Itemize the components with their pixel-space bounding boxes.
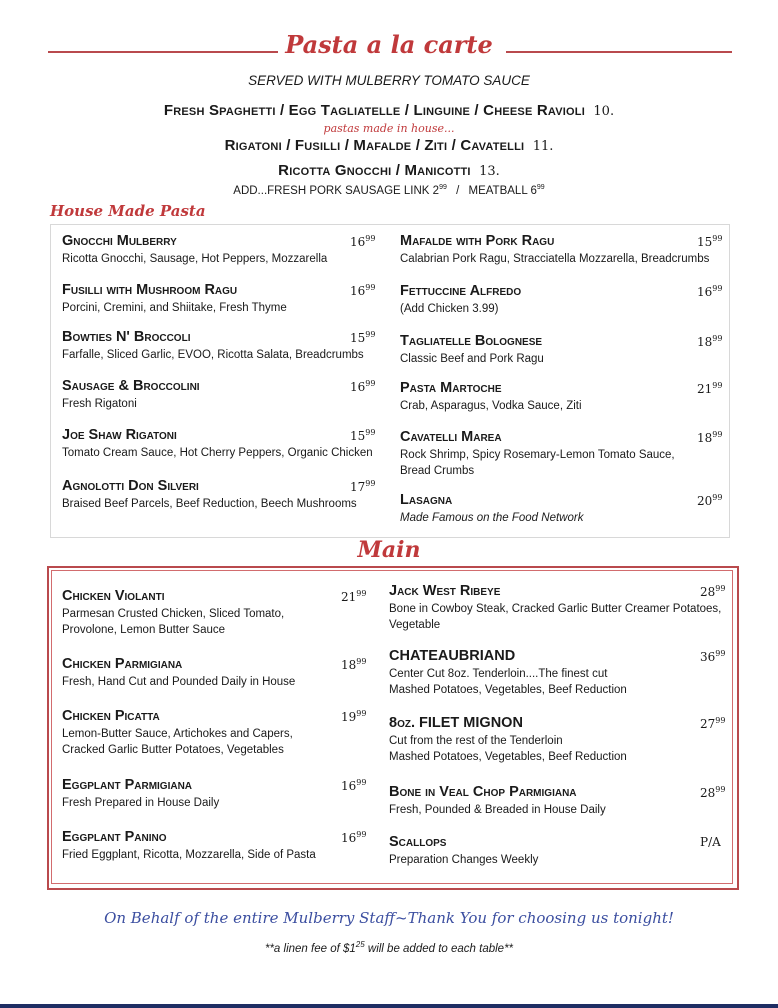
menu-item — [62, 329, 376, 363]
menu-item-description: Porcini, Cremini, and Shiitake, Fresh Thyme — [62, 302, 287, 314]
add-sausage-text: ADD...FRESH PORK SAUSAGE LINK — [233, 184, 430, 197]
menu-item-price: $28^{99}$ — [700, 785, 726, 800]
meatball-text: MEATBALL — [468, 184, 528, 197]
menu-item-price: $21^{99}$ — [697, 381, 723, 396]
menu-item-name: Fettuccine Alfredo — [400, 283, 522, 299]
menu-item-name: Lasagna — [400, 492, 453, 508]
menu-item-price: $21^{99}$ — [341, 589, 367, 604]
menu-item-price: $15^{99}$ — [350, 330, 376, 345]
menu-item — [389, 648, 726, 698]
pasta-line-3 — [0, 162, 778, 180]
pasta-line-2-price: 11. — [532, 139, 554, 154]
menu-item — [400, 429, 723, 479]
pasta-line-1-text: Fresh Spaghetti / Egg Tagliatelle / Linguine / Cheese Ravioli — [163, 102, 585, 119]
pasta-line-1-price: 10. — [593, 104, 615, 119]
menu-item-name: Jack West Ribeye — [389, 583, 501, 599]
menu-item — [389, 784, 726, 818]
pasta-line-2 — [0, 137, 778, 155]
menu-item-price: $17^{99}$ — [350, 479, 376, 494]
main-heading: Main — [357, 537, 421, 563]
menu-item — [389, 834, 721, 868]
footer-linen-fee: **a linen fee of $\$1^{25}$ will be added to each table** — [264, 940, 514, 955]
menu-item-name: Cavatelli Marea — [400, 429, 502, 445]
menu-item-price: $16^{99}$ — [341, 778, 367, 793]
footer-thanks: On Behalf of the entire Mulberry Staff~Thank You for choosing us tonight! — [104, 909, 674, 927]
menu-item-name: Eggplant Parmigiana — [62, 777, 193, 793]
menu-item-name: Agnolotti Don Silveri — [62, 478, 199, 494]
menu-item-name: Fusilli with Mushroom Ragu — [62, 282, 238, 298]
menu-item — [389, 715, 726, 765]
menu-item-description: Fresh Prepared in House Daily — [62, 797, 220, 809]
menu-item-price: $19^{99}$ — [341, 709, 367, 724]
add-ons-line: ADD...FRESH PORK SAUSAGE LINK $2^{99}$ / MEATBALL $6^{99}$ — [233, 184, 545, 197]
page-title: Pasta a la carte — [285, 30, 493, 59]
menu-item-price: $15^{99}$ — [697, 234, 723, 249]
menu-item-name: Joe Shaw Rigatoni — [62, 427, 177, 443]
menu-item-name: Bone in Veal Chop Parmigiana — [389, 784, 577, 800]
menu-item-price: $16^{99}$ — [697, 284, 723, 299]
pasta-line-3-text: Ricotta Gnocchi / Manicotti — [278, 162, 471, 179]
pastas-made-note: pastas made in house... — [323, 122, 455, 135]
menu-item-description-line2: Provolone, Lemon Butter Sauce — [62, 624, 226, 636]
meatball-price: $6^{99}$ — [530, 184, 545, 197]
menu-item — [400, 283, 723, 317]
menu-item-description: Fresh Rigatoni — [62, 398, 137, 410]
menu-item-description: Fresh, Pounded & Breaded in House Daily — [389, 804, 606, 816]
menu-item-description: Classic Beef and Pork Ragu — [400, 353, 544, 365]
menu-item-price: $15^{99}$ — [350, 428, 376, 443]
menu-item — [62, 478, 376, 512]
menu-item-price: $18^{99}$ — [697, 334, 723, 349]
menu-item-price: $36^{99}$ — [700, 649, 726, 664]
menu-item-name: Chicken Violanti — [62, 588, 165, 604]
pasta-line-3-price: 13. — [479, 164, 500, 179]
add-sausage-price: $2^{99}$ — [432, 184, 447, 197]
menu-item-description: (Add Chicken 3.99) — [400, 303, 499, 315]
menu-item-price: $18^{99}$ — [341, 657, 367, 672]
menu-item-name: Chicken Picatta — [62, 708, 160, 724]
house-made-heading: House Made Pasta — [50, 202, 206, 220]
pasta-line-2-text: Rigatoni / Fusilli / Mafalde / Ziti / Cavatelli — [224, 137, 525, 154]
menu-item-description: Made Famous on the Food Network — [400, 512, 584, 524]
menu-item-name: CHATEAUBRIAND — [389, 648, 516, 664]
menu-item — [62, 588, 367, 638]
menu-item-price: $16^{99}$ — [350, 234, 376, 249]
menu-item-name: Sausage & Broccolini — [62, 378, 200, 394]
menu-item-description: Lemon-Butter Sauce, Artichokes and Capers, — [62, 728, 293, 740]
menu-item-price: $18^{99}$ — [697, 430, 723, 445]
menu-item-description: Bone in Cowboy Steak, Cracked Garlic Butter Creamer Potatoes, — [389, 603, 722, 615]
menu-item — [400, 380, 723, 414]
menu-item-description: Tomato Cream Sauce, Hot Cherry Peppers, Organic Chicken — [62, 447, 373, 459]
menu-item-description: Ricotta Gnocchi, Sausage, Hot Peppers, Mozzarella — [62, 253, 328, 265]
menu-item-description: Calabrian Pork Ragu, Stracciatella Mozzarella, Breadcrumbs — [400, 253, 710, 265]
menu-item — [400, 233, 723, 267]
menu-item-name: Bowties N' Broccoli — [62, 329, 191, 345]
menu-item — [62, 656, 367, 690]
menu-item — [62, 777, 367, 811]
menu-item — [62, 829, 367, 863]
menu-item — [62, 427, 376, 461]
menu-item-name: Pasta Martoche — [400, 380, 502, 396]
menu-item-description: Crab, Asparagus, Vodka Sauce, Ziti — [400, 400, 582, 412]
menu-item-name: Tagliatelle Bolognese — [400, 333, 543, 349]
menu-item-description: Center Cut 8oz. Tenderloin....The finest cut — [389, 668, 608, 680]
menu-item-description-line2: Mashed Potatoes, Vegetables, Beef Reduction — [389, 684, 627, 696]
menu-item-name: 8oz. FILET MIGNON — [389, 715, 523, 731]
menu-item-description-line2: Cracked Garlic Butter Potatoes, Vegetables — [62, 744, 284, 756]
menu-item-price: $16^{99}$ — [350, 379, 376, 394]
menu-item-description: Farfalle, Sliced Garlic, EVOO, Ricotta Salata, Breadcrumbs — [62, 349, 364, 361]
menu-item-price: P/A — [700, 835, 721, 849]
menu-item-name: Mafalde with Pork Ragu — [400, 233, 555, 249]
menu-item-price: $27^{99}$ — [700, 716, 726, 731]
menu-item-name: Scallops — [389, 834, 447, 850]
menu-item — [400, 492, 723, 526]
menu-item-name: Gnocchi Mulberry — [62, 233, 177, 249]
pasta-line-1 — [0, 102, 778, 120]
menu-item-description: Braised Beef Parcels, Beef Reduction, Beech Mushrooms — [62, 498, 357, 510]
menu-item-description: Parmesan Crusted Chicken, Sliced Tomato, — [62, 608, 285, 620]
menu-item-description: Cut from the rest of the Tenderloin — [389, 735, 563, 747]
menu-item — [62, 378, 376, 412]
menu-item-price: $20^{99}$ — [697, 493, 723, 508]
menu-item — [62, 233, 376, 267]
menu-item-price: $16^{99}$ — [350, 283, 376, 298]
menu-item-description: Preparation Changes Weekly — [389, 854, 539, 866]
served-with-line: SERVED WITH MULBERRY TOMATO SAUCE — [248, 73, 530, 88]
menu-item-description: Rock Shrimp, Spicy Rosemary-Lemon Tomato Sauce, — [400, 449, 675, 461]
menu-item — [62, 282, 376, 316]
menu-item — [400, 333, 723, 367]
menu-item-description: Fresh, Hand Cut and Pounded Daily in House — [62, 676, 296, 688]
menu-item — [389, 583, 726, 633]
menu-item-name: Chicken Parmigiana — [62, 656, 183, 672]
menu-item-price: $16^{99}$ — [341, 830, 367, 845]
bottom-border — [0, 1004, 778, 1008]
menu-item-description-line2: Mashed Potatoes, Vegetables, Beef Reduction — [389, 751, 627, 763]
menu-item-name: Eggplant Panino — [62, 829, 167, 845]
menu-item-price: $28^{99}$ — [700, 584, 726, 599]
menu-item — [62, 708, 367, 758]
menu-item-description-line2: Bread Crumbs — [400, 465, 475, 477]
menu-item-description: Fried Eggplant, Ricotta, Mozzarella, Side of Pasta — [62, 849, 316, 861]
menu-item-description-line2: Vegetable — [389, 619, 441, 631]
